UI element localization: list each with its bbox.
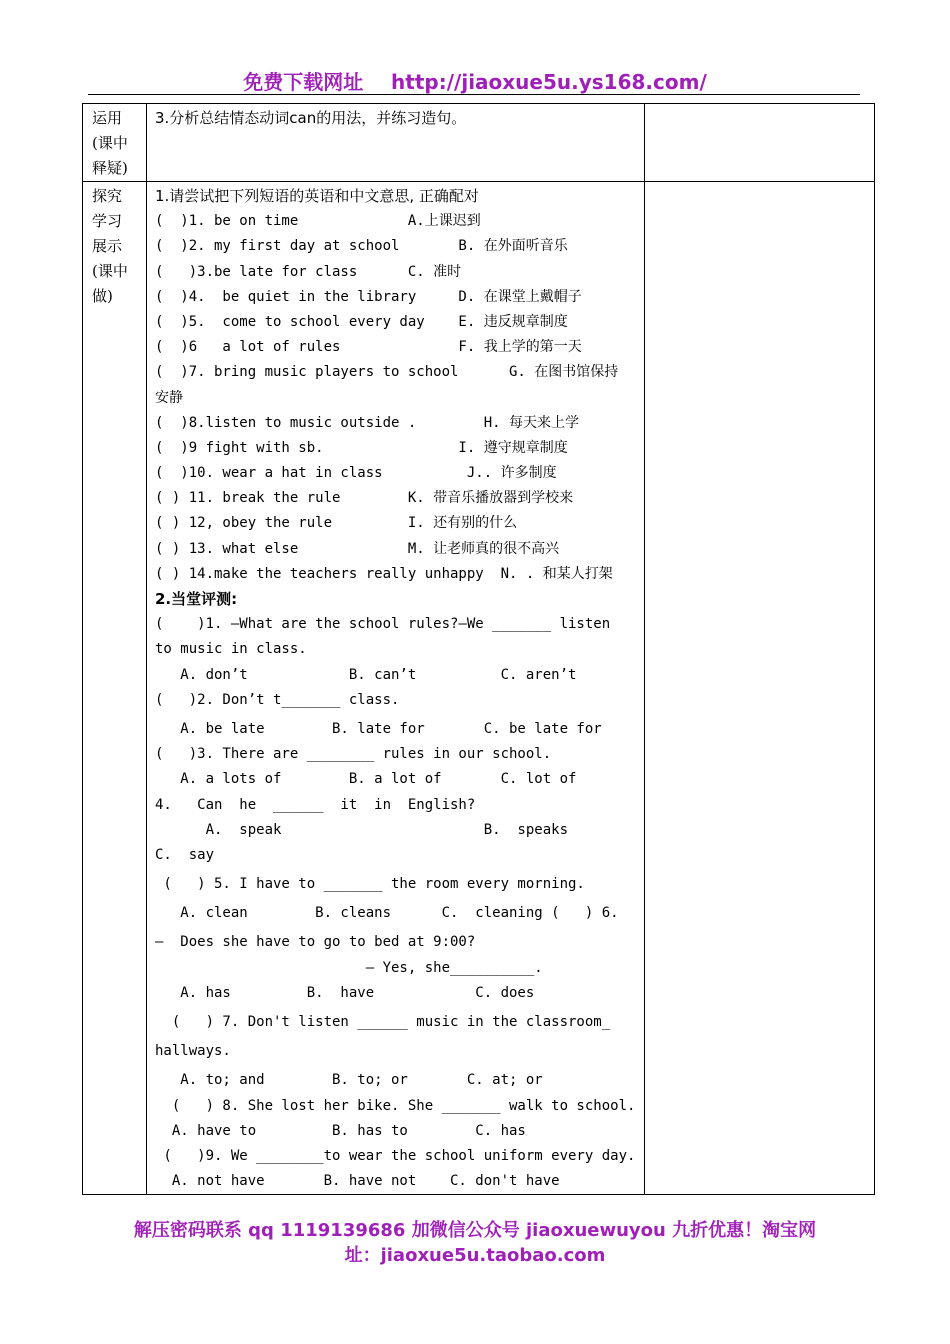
matching-item: ( )10. wear a hat in class J.. 许多制度 xyxy=(155,465,557,482)
row-label-cell xyxy=(83,104,147,182)
question-line: ( ) 5. I have to _______ the room every morning. xyxy=(155,876,585,893)
answer-options: A. clean B. cleans C. cleaning ( ) 6. xyxy=(155,905,619,922)
matching-item: ( ) 14.make the teachers really unhappy N. . 和某人打架 xyxy=(155,565,613,582)
matching-item: ( ) 11. break the rule K. 带音乐播放器到学校来 xyxy=(155,490,574,507)
download-url-header: 免费下载网址 http://jiaoxue5u.ys168.com/ xyxy=(243,70,707,94)
task-instruction: 3.分析总结情态动词can的用法，并练习造句。 xyxy=(155,109,467,127)
answer-options: A. not have B. have not C. don't have xyxy=(155,1173,560,1190)
question-line: ( ) 7. Don't listen ______ music in the classroom_ xyxy=(155,1014,611,1030)
answer-options: A. has B. have C. does xyxy=(155,984,535,1001)
lesson-table xyxy=(82,103,875,1195)
table-row xyxy=(83,104,875,182)
question-line: ( )3. There are ________ rules in our school. xyxy=(155,746,552,763)
matching-item: 安静 xyxy=(155,389,183,406)
matching-item: ( )8.listen to music outside . H. 每天来上学 xyxy=(155,414,580,431)
notes-cell xyxy=(645,104,875,182)
answer-options: A. don’t B. can’t C. aren’t xyxy=(155,666,577,683)
answer-options: A. have to B. has to C. has xyxy=(155,1122,526,1139)
answer-options: A. speak B. speaks xyxy=(155,821,569,838)
question-line: ( ) 8. She lost her bike. She _______ walk to school. xyxy=(155,1097,636,1114)
matching-item: ( )3.be late for class C. 准时 xyxy=(155,263,462,280)
row-label: 运用 (课中 释疑) xyxy=(92,109,128,177)
footer-line: 解压密码联系 qq 1119139686 加微信公众号 jiaoxuewuyou 九折优惠！淘宝网 xyxy=(133,1220,817,1241)
row-content-cell xyxy=(147,182,645,1195)
question-line: ( )9. We ________to wear the school uniform every day. xyxy=(155,1147,636,1164)
question-line: to music in class. xyxy=(155,641,307,658)
header-divider xyxy=(88,94,860,95)
matching-item: ( )4. be quiet in the library D. 在课堂上戴帽子 xyxy=(155,288,582,305)
matching-item: ( )5. come to school every day E. 违反规章制度 xyxy=(155,313,568,330)
answer-options: A. be late B. late for C. be late for xyxy=(155,720,602,737)
answer-options: A. to; and B. to; or C. at; or xyxy=(155,1072,543,1089)
matching-item: ( )2. my first day at school B. 在外面听音乐 xyxy=(155,238,568,255)
contact-footer xyxy=(60,1218,890,1268)
table-row xyxy=(83,182,875,1195)
question-line: hallways. xyxy=(155,1043,231,1060)
footer-line: 址：jiaoxue5u.taobao.com xyxy=(344,1245,606,1266)
notes-cell xyxy=(645,182,875,1195)
answer-options: C. say xyxy=(155,846,215,863)
question-line: 4. Can he ______ it in English? xyxy=(155,796,476,813)
exercise-heading: 1.请尝试把下列短语的英语和中文意思, 正确配对 xyxy=(155,187,479,205)
matching-item: ( )6 a lot of rules F. 我上学的第一天 xyxy=(155,339,582,356)
matching-item: ( ) 12, obey the rule I. 还有别的什么 xyxy=(155,515,518,532)
question-line: — Does she have to go to bed at 9:00? xyxy=(155,934,476,951)
section-heading: 2.当堂评测: xyxy=(155,590,238,608)
answer-options: A. a lots of B. a lot of C. lot of xyxy=(155,771,577,788)
question-line: ( )1. —What are the school rules?—We _______ listen xyxy=(155,616,611,633)
row-label: 探究 学习 展示 (课中 做) xyxy=(92,187,128,305)
row-content-cell xyxy=(147,104,645,182)
matching-item: ( )1. be on time A.上课迟到 xyxy=(155,213,481,230)
row-label-cell xyxy=(83,182,147,1195)
matching-item: ( )7. bring music players to school G. 在图书馆保持 xyxy=(155,364,619,381)
matching-item: ( )9 fight with sb. I. 遵守规章制度 xyxy=(155,439,568,456)
exercise-content xyxy=(147,182,644,1194)
matching-item: ( ) 13. what else M. 让老师真的很不高兴 xyxy=(155,540,560,557)
question-line: ( )2. Don’t t_______ class. xyxy=(155,691,400,708)
question-line: — Yes, she__________. xyxy=(155,959,543,976)
